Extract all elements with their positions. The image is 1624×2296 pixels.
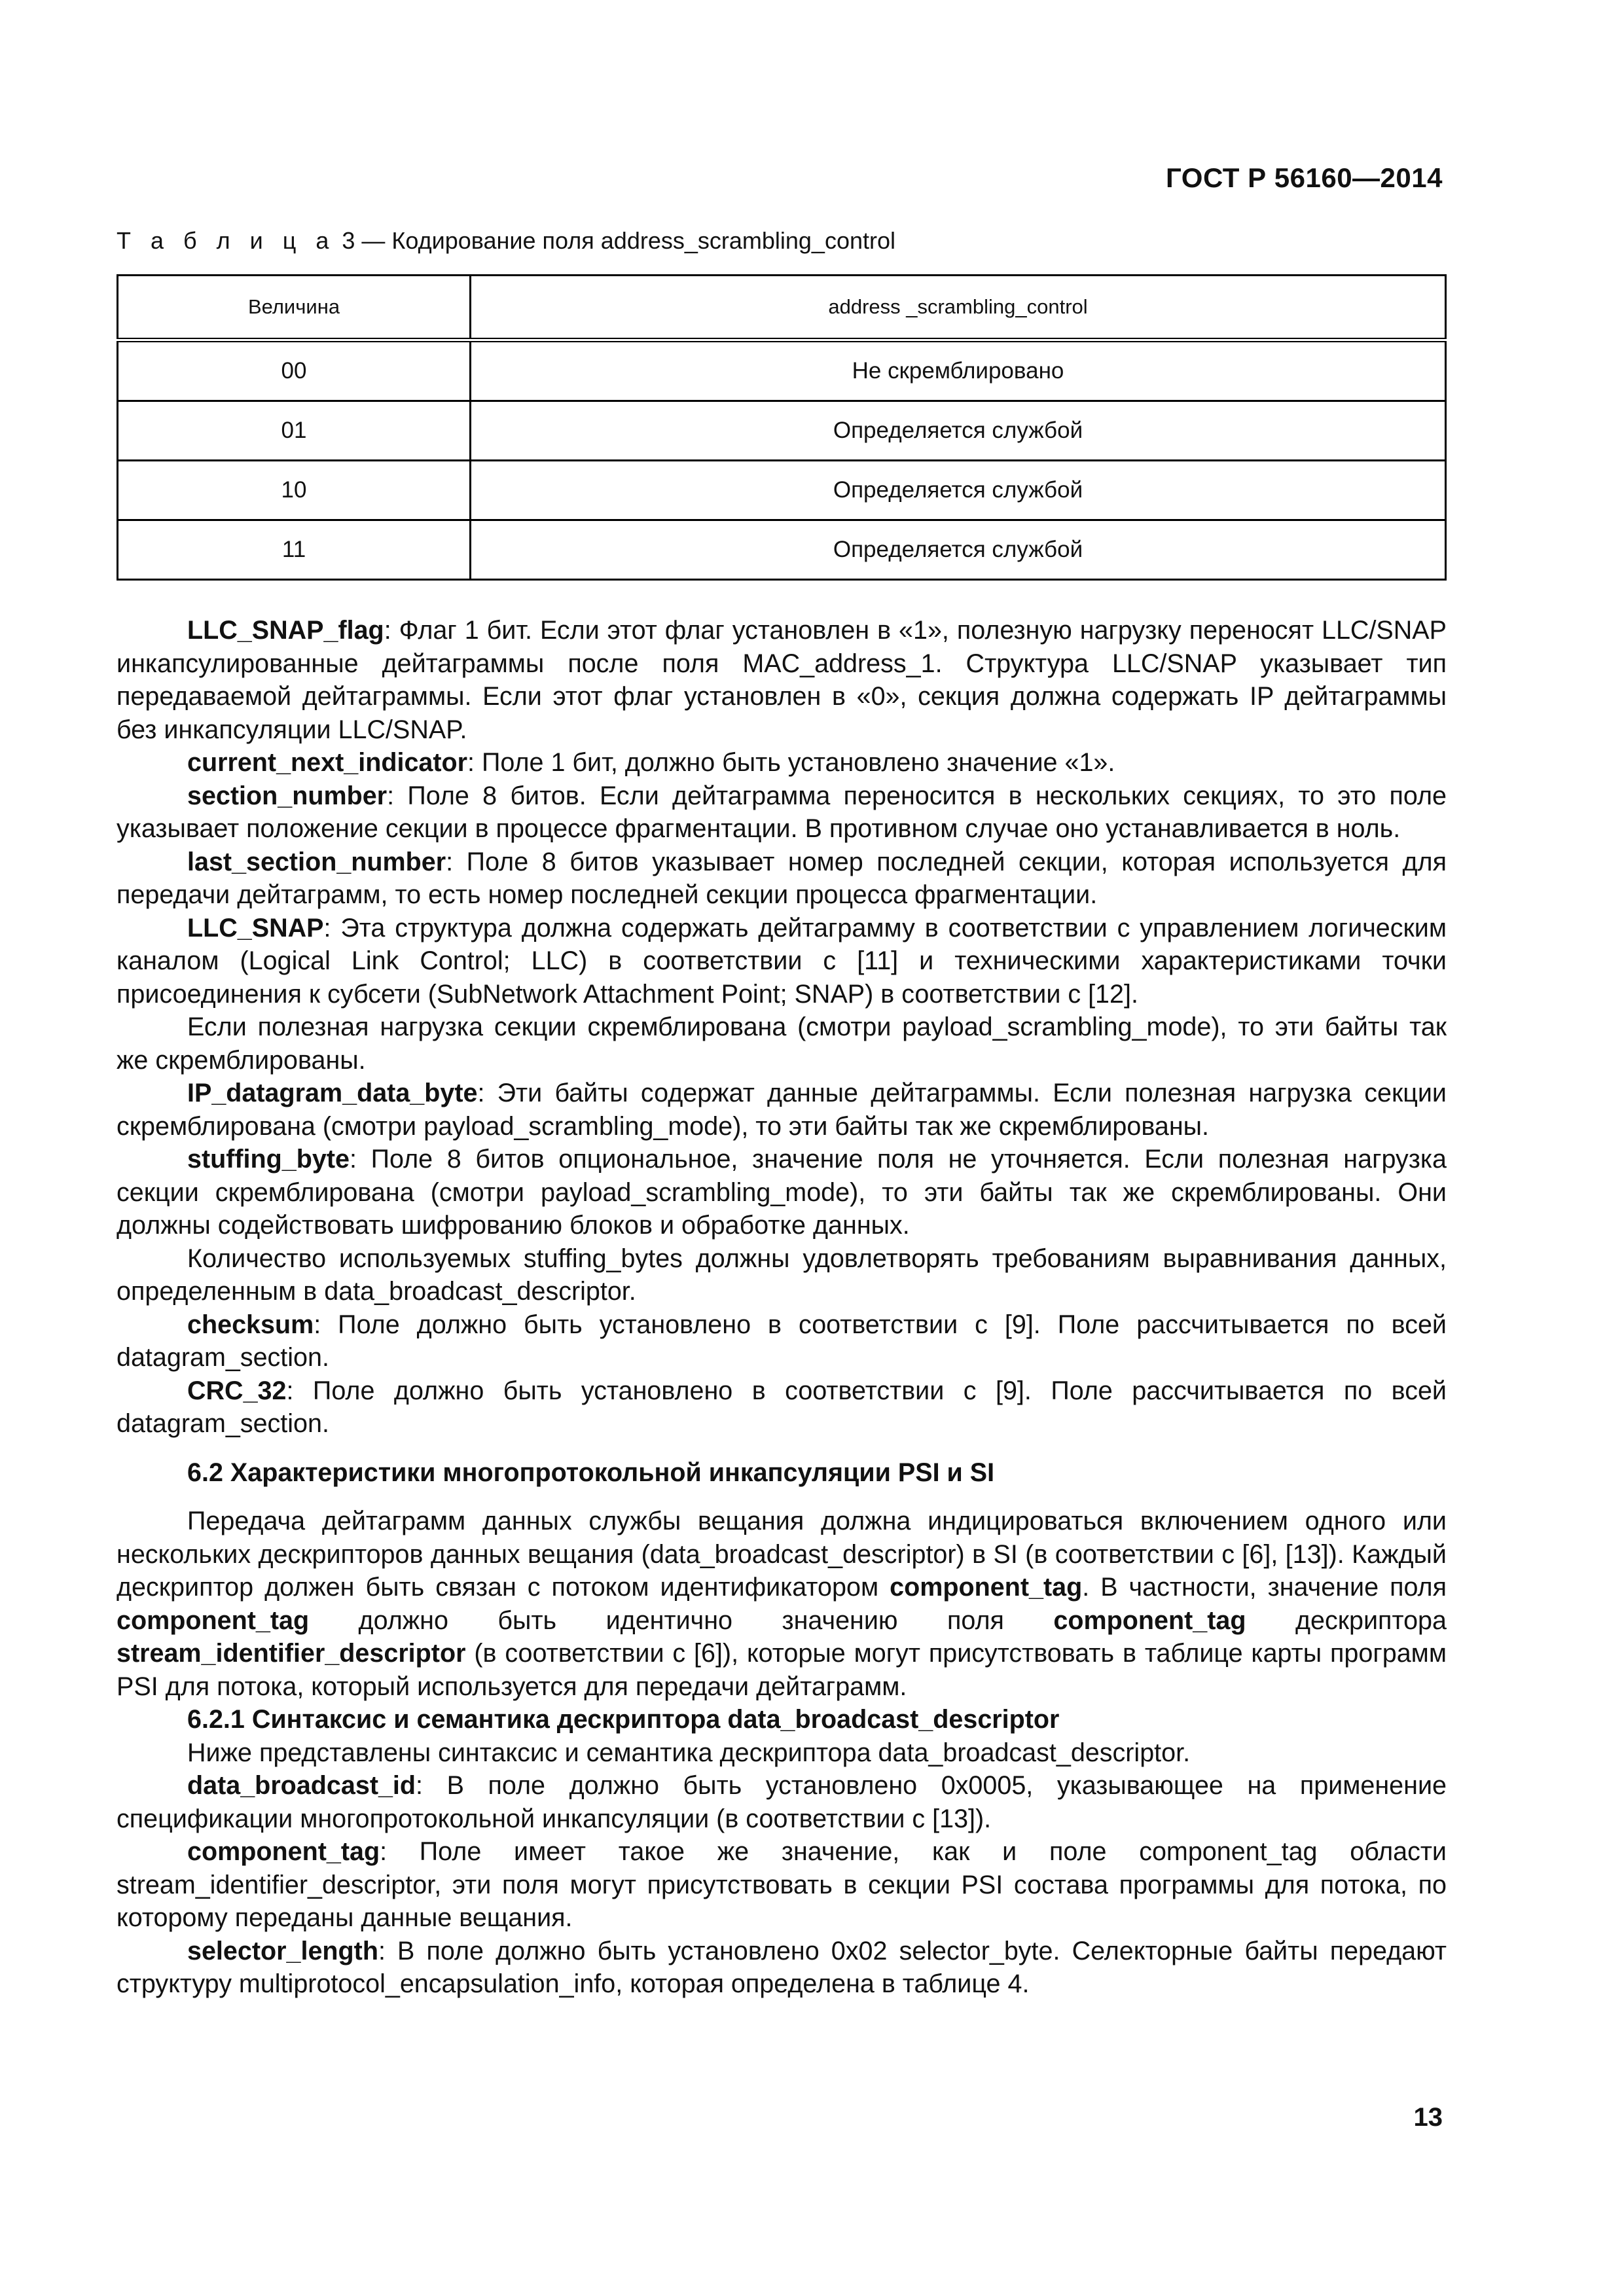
paragraph-selector-length (117, 1935, 1447, 2001)
text-run: дескриптора (1246, 1605, 1447, 1635)
table-row (118, 520, 1446, 580)
paragraph-stuffing-byte (117, 1143, 1447, 1242)
definition: : Поле должно быть установлено в соответствии с [9]. Поле рассчитывается по всей datagram_section. (117, 1310, 1447, 1372)
term: IP_datagram_data_byte (187, 1079, 478, 1107)
definition: : Поле 1 бит, должно быть установлено значение «1». (467, 748, 1115, 777)
definition: : Поле 8 битов опциональное, значение поля не уточняется. Если полезная нагрузка секции скремблирована (смотри payload_scrambling_mode), то эти байты так же скремблированы. Они должны содействовать шифрованию блоков и обработке данных. (117, 1145, 1447, 1240)
table-caption-title: 3 — Кодирование поля address_scrambling_control (335, 227, 896, 254)
paragraph-stuffing-bytes-note: Количество используемых stuffing_bytes должны удовлетворять требованиям выравнивания данных, определенным в data_broadcast_descriptor. (117, 1244, 1447, 1306)
table-cell-value: 11 (118, 520, 471, 580)
paragraph-llc-snap (117, 912, 1447, 1011)
table-cell-value: 01 (118, 401, 471, 461)
term: stuffing_byte (187, 1145, 350, 1174)
paragraph-checksum (117, 1308, 1447, 1374)
term: selector_length (187, 1936, 378, 1965)
term: last_section_number (187, 847, 446, 876)
definition: : Поле 8 битов. Если дейтаграмма переносится в нескольких секциях, то это поле указывает положение секции в процессе фрагментации. В противном случае оно устанавливается в ноль. (117, 781, 1447, 843)
definition: : Эта структура должна содержать дейтаграмму в соответствии с управлением логическим каналом (Logical Link Control; LLC) в соответствии с [11] и техническими характеристиками точки присоединения к субсети (SubNetwork Attachment Point; SNAP) в соответствии с [12]. (117, 913, 1447, 1009)
definition: : Поле 8 битов указывает номер последней секции, которая используется для передачи дейтаграмм, то есть номер последней секции процесса фрагментации. (117, 847, 1447, 909)
term: component_tag (187, 1837, 380, 1866)
address-scrambling-table (117, 274, 1447, 581)
term: LLC_SNAP_flag (187, 616, 384, 645)
body-text (117, 614, 1447, 2001)
text-run: Передача дейтаграмм данных службы вещания должна индицироваться включением одного или нескольких дескрипторов данных вещания (data_broadcast_descriptor) в SI (в соответствии с [6], [13]). Каждый дескриптор должен быть связан с потоком идентификатором (117, 1507, 1447, 1602)
definition: : В поле должно быть установлено 0x0005, указывающее на применение спецификации многопротокольной инкапсуляции (в соответствии с [13]). (117, 1771, 1447, 1833)
paragraph-scrambling-note: Если полезная нагрузка секции скремблирована (смотри payload_scrambling_mode), то эти байты так же скремблированы. (117, 1013, 1447, 1075)
text-run: . В частности, значение поля (1082, 1573, 1447, 1602)
definition: : Поле должно быть установлено в соответствии с [9]. Поле рассчитывается по всей datagram_section. (117, 1376, 1447, 1438)
section-6-2-1-heading: 6.2.1 Синтаксис и семантика дескриптора data_broadcast_descriptor (187, 1705, 1060, 1734)
term: current_next_indicator (187, 748, 468, 777)
term: stream_identifier_descriptor (117, 1639, 466, 1668)
text-run: должно быть идентично значению поля (309, 1605, 1054, 1635)
column-header-value: Величина (118, 276, 471, 340)
page-number: 13 (1413, 2103, 1443, 2132)
paragraph-component-tag (117, 1835, 1447, 1935)
table-row (118, 401, 1446, 461)
term: component_tag (890, 1573, 1083, 1602)
section-6-2-1-intro: Ниже представлены синтаксис и семантика дескриптора data_broadcast_descriptor. (187, 1738, 1191, 1767)
section-6-2-heading: 6.2 Характеристики многопротокольной инкапсуляции PSI и SI (187, 1458, 995, 1487)
table-cell-meaning: Определяется службой (471, 401, 1446, 461)
column-header-field: address _scrambling_control (471, 276, 1446, 340)
paragraph-data-broadcast-id (117, 1769, 1447, 1835)
term: checksum (187, 1310, 314, 1339)
paragraph-last-section-number (117, 846, 1447, 912)
paragraph-llc-snap-flag (117, 614, 1447, 746)
definition: : Эти байты содержат данные дейтаграммы. Если полезная нагрузка секции скремблирована (смотри payload_scrambling_mode), то эти байты так же скремблированы. (117, 1079, 1447, 1141)
term: component_tag (117, 1605, 310, 1635)
document-code: ГОСТ Р 56160—2014 (1166, 162, 1443, 193)
section-6-2-paragraph (117, 1505, 1447, 1703)
paragraph-ip-datagram-data-byte (117, 1077, 1447, 1143)
term: component_tag (1053, 1605, 1246, 1635)
table-cell-value: 00 (118, 340, 471, 401)
table-cell-meaning: Не скремблировано (471, 340, 1446, 401)
text-run: (в соответствии с [6]), которые могут присутствовать в таблице карты программ PSI для потока, который используется для передачи дейтаграмм. (117, 1639, 1447, 1701)
table-caption-prefix: Т а б л и ц а (117, 227, 336, 254)
paragraph-current-next-indicator (117, 746, 1447, 780)
definition: : Флаг 1 бит. Если этот флаг установлен в «1», полезную нагрузку переносят LLC/SNAP инкапсулированные дейтаграммы после поля MAC_address_1. Структура LLC/SNAP указывает тип передаваемой дейтаграммы. Если этот флаг установлен в «0», секция должна содержать IP дейтаграммы без инкапсуляции LLC/SNAP. (117, 616, 1447, 744)
definition: : Поле имеет такое же значение, как и поле component_tag области stream_identifier_descriptor, эти поля могут присутствовать в секции PSI состава программы для потока, по которому переданы данные вещания. (117, 1837, 1447, 1932)
definition: : В поле должно быть установлено 0x02 selector_byte. Селекторные байты передают структуру multiprotocol_encapsulation_info, которая определена в таблице 4. (117, 1936, 1447, 1998)
table-cell-meaning: Определяется службой (471, 461, 1446, 520)
table-cell-meaning: Определяется службой (471, 520, 1446, 580)
term: CRC_32 (187, 1376, 287, 1405)
table-cell-value: 10 (118, 461, 471, 520)
paragraph-crc-32 (117, 1374, 1447, 1441)
term: LLC_SNAP (187, 913, 324, 942)
table-caption (117, 227, 895, 255)
term: section_number (187, 781, 388, 810)
table-row (118, 461, 1446, 520)
table-header-row (118, 276, 1446, 340)
paragraph-section-number (117, 780, 1447, 846)
term: data_broadcast_id (187, 1771, 416, 1800)
table-row (118, 340, 1446, 401)
